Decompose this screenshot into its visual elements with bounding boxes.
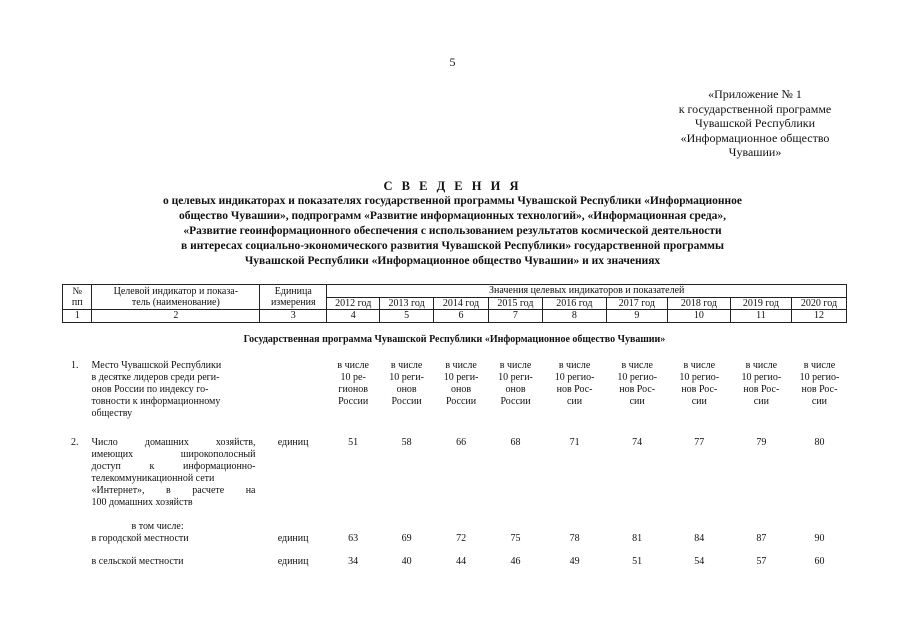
appendix-line: Чувашской Республики xyxy=(694,116,816,130)
unit-cell: единиц xyxy=(277,437,309,448)
value-cell: в числе 10 ре- гионов России xyxy=(337,360,369,407)
header-year: 2014 год xyxy=(434,297,489,310)
table-row xyxy=(62,521,847,533)
header-year: 2017 год xyxy=(606,297,667,310)
page-number: 5 xyxy=(449,55,456,69)
table-row xyxy=(62,437,847,521)
value-cell: 63 xyxy=(348,533,359,544)
subtitle-line: о целевых индикаторах и показателях государственной программы Чувашской Республики «Информационное xyxy=(162,195,743,207)
header-indicator: Целевой индикатор и показа- тель (наименование) xyxy=(92,285,260,310)
subtitle-line: в интересах социально-экономического развития Чувашской Республики» государственной программы xyxy=(181,240,724,252)
value-cell: в числе 10 регио- нов Рос- сии xyxy=(679,360,720,407)
value-cell: 87 xyxy=(756,533,767,544)
header-values-title: Значения целевых индикаторов и показателей xyxy=(327,285,847,298)
value-cell: 34 xyxy=(348,556,359,567)
value-cell: 80 xyxy=(814,437,825,448)
column-number: 1 xyxy=(63,310,92,323)
subtitle-line: общество Чувашии», подпрограмм «Развитие информационных технологий», «Информационная среда», xyxy=(178,210,727,222)
indicator-table-header xyxy=(62,284,847,323)
value-cell: 72 xyxy=(456,533,467,544)
value-cell: 81 xyxy=(632,533,643,544)
value-cell: 51 xyxy=(348,437,359,448)
header-year: 2012 год xyxy=(327,297,380,310)
value-cell: 68 xyxy=(510,437,521,448)
column-number: 9 xyxy=(606,310,667,323)
column-number: 10 xyxy=(667,310,730,323)
value-cell: 57 xyxy=(756,556,767,567)
column-number: 7 xyxy=(488,310,542,323)
value-cell: 75 xyxy=(510,533,521,544)
header-unit: Единица измерения xyxy=(260,285,327,310)
document-title: С В Е Д Е Н И Я xyxy=(383,179,522,193)
value-cell: 77 xyxy=(694,437,705,448)
value-cell: 84 xyxy=(694,533,705,544)
value-cell: 90 xyxy=(814,533,825,544)
unit-cell xyxy=(260,360,327,437)
table-row xyxy=(62,533,847,556)
header-no: № пп xyxy=(63,285,92,310)
value-cell: 78 xyxy=(569,533,580,544)
value-cell: в числе 10 регио- нов Рос- сии xyxy=(741,360,782,407)
value-cell: 69 xyxy=(401,533,412,544)
indicator-name: в городской местности xyxy=(91,533,189,544)
value-cell: 60 xyxy=(814,556,825,567)
value-cell: 79 xyxy=(756,437,767,448)
indicator-table-body xyxy=(62,360,847,568)
indicator-name: Место Чувашской Республики в десятке лидеров среди реги- онов России по индексу го- товности к информационному обществу xyxy=(91,360,222,419)
column-number: 6 xyxy=(434,310,489,323)
column-number: 2 xyxy=(92,310,260,323)
value-cell: 54 xyxy=(694,556,705,567)
unit-cell: единиц xyxy=(277,533,309,544)
header-year: 2015 год xyxy=(488,297,542,310)
row-number: 2. xyxy=(71,437,79,448)
appendix-block xyxy=(626,87,884,160)
subheading: в том числе: xyxy=(131,521,184,532)
header-year: 2016 год xyxy=(542,297,606,310)
value-cell: 66 xyxy=(456,437,467,448)
column-number: 8 xyxy=(542,310,606,323)
value-cell: в числе 10 регио- нов Рос- сии xyxy=(799,360,840,407)
value-cell: 58 xyxy=(401,437,412,448)
column-number: 4 xyxy=(327,310,380,323)
column-number: 3 xyxy=(260,310,327,323)
appendix-line: Чувашии» xyxy=(728,145,782,159)
header-year: 2013 год xyxy=(380,297,434,310)
document-subtitle xyxy=(60,194,845,269)
column-number: 11 xyxy=(730,310,791,323)
value-cell: 74 xyxy=(632,437,643,448)
value-cell: 44 xyxy=(456,556,467,567)
value-cell: в числе 10 реги- онов России xyxy=(443,360,479,407)
column-number: 5 xyxy=(380,310,434,323)
value-cell: 71 xyxy=(569,437,580,448)
header-year: 2020 год xyxy=(791,297,846,310)
value-cell: 40 xyxy=(401,556,412,567)
header-year: 2018 год xyxy=(667,297,730,310)
value-cell: в числе 10 регио- нов Рос- сии xyxy=(554,360,595,407)
value-cell: в числе 10 реги- онов России xyxy=(498,360,533,407)
unit-cell: единиц xyxy=(277,556,309,567)
header-year: 2019 год xyxy=(730,297,791,310)
value-cell: 46 xyxy=(510,556,521,567)
column-number: 12 xyxy=(791,310,846,323)
value-cell: 49 xyxy=(569,556,580,567)
subtitle-line: Чувашской Республики «Информационное общество Чувашии» и их значениях xyxy=(244,255,661,267)
value-cell: в числе 10 реги- онов России xyxy=(389,360,424,407)
subtitle-line: «Развитие геоинформационного обеспечения с использованием результатов космической деятельности xyxy=(183,225,722,237)
appendix-line: «Информационное общество xyxy=(680,130,830,145)
indicator-name: Число домашних хозяйств, имеющих широкополосный доступ к информационно- телекоммуникационной сети «Интернет», в расчете на 100 домашних хозяйств xyxy=(91,437,256,508)
table-row xyxy=(62,360,847,437)
value-cell: в числе 10 регио- нов Рос- сии xyxy=(617,360,658,407)
indicator-name: в сельской местности xyxy=(91,556,184,567)
appendix-line: к государственной программе xyxy=(678,101,832,116)
section-title: Государственная программа Чувашской Республики «Информационное общество Чувашии» xyxy=(243,334,666,345)
table-row xyxy=(62,556,847,568)
value-cell: 51 xyxy=(632,556,643,567)
appendix-line: «Приложение № 1 xyxy=(708,87,802,101)
row-number: 1. xyxy=(71,360,79,371)
